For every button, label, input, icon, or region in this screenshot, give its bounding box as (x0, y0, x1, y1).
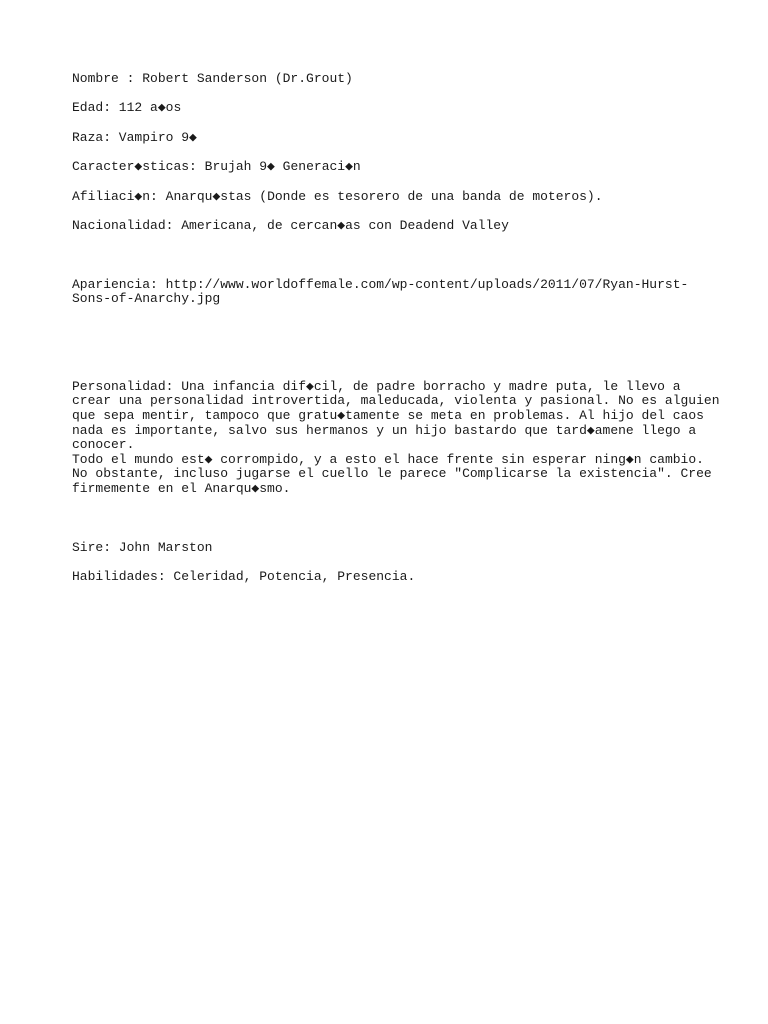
personalidad-paragraph (72, 351, 720, 526)
afiliacion-line: Afiliaci◆n: Anarqu◆stas (Donde es tesorero de una banda de moteros). (72, 188, 603, 204)
sire-line: Sire: John Marston (72, 539, 213, 555)
personalidad-line-6: Todo el mundo est◆ corrompido, y a esto el hace frente sin esperar ning◆n cambio. (72, 451, 704, 467)
document-page (72, 71, 720, 599)
apariencia-line-2: Sons-of-Anarchy.jpg (72, 291, 221, 307)
personalidad-line-2: crear una personalidad introvertida, maleducada, violenta y pasional. No es alguien (72, 393, 720, 409)
apariencia-line-1: Apariencia: http://www.worldoffemale.com/wp-content/uploads/2011/07/Ryan-Hurst- (72, 276, 689, 292)
nombre-line: Nombre : Robert Sanderson (Dr.Grout) (72, 71, 353, 86)
caracteristicas-line: Caracter◆sticas: Brujah 9◆ Generaci◆n (72, 159, 361, 175)
edad-line: Edad: 112 a◆os (72, 100, 182, 116)
personalidad-line-5: conocer. (72, 437, 135, 453)
personalidad-line-3: que sepa mentir, tampoco que gratu◆tamente se meta en problemas. Al hijo del caos (72, 408, 704, 424)
personalidad-line-7: No obstante, incluso jugarse el cuello le parece "Complicarse la existencia". Cree (72, 466, 712, 482)
habilidades-line: Habilidades: Celeridad, Potencia, Presencia. (72, 569, 416, 585)
personalidad-line-8: firmemente en el Anarqu◆smo. (72, 481, 291, 497)
raza-line: Raza: Vampiro 9◆ (72, 129, 197, 145)
nacionalidad-line: Nacionalidad: Americana, de cercan◆as con Deadend Valley (72, 217, 509, 233)
apariencia-paragraph (72, 248, 712, 336)
personalidad-line-1: Personalidad: Una infancia dif◆cil, de padre borracho y madre puta, le llevo a (72, 378, 681, 394)
personalidad-line-4: nada es importante, salvo sus hermanos y un hijo bastardo que tard◆amene llego a (72, 422, 697, 438)
